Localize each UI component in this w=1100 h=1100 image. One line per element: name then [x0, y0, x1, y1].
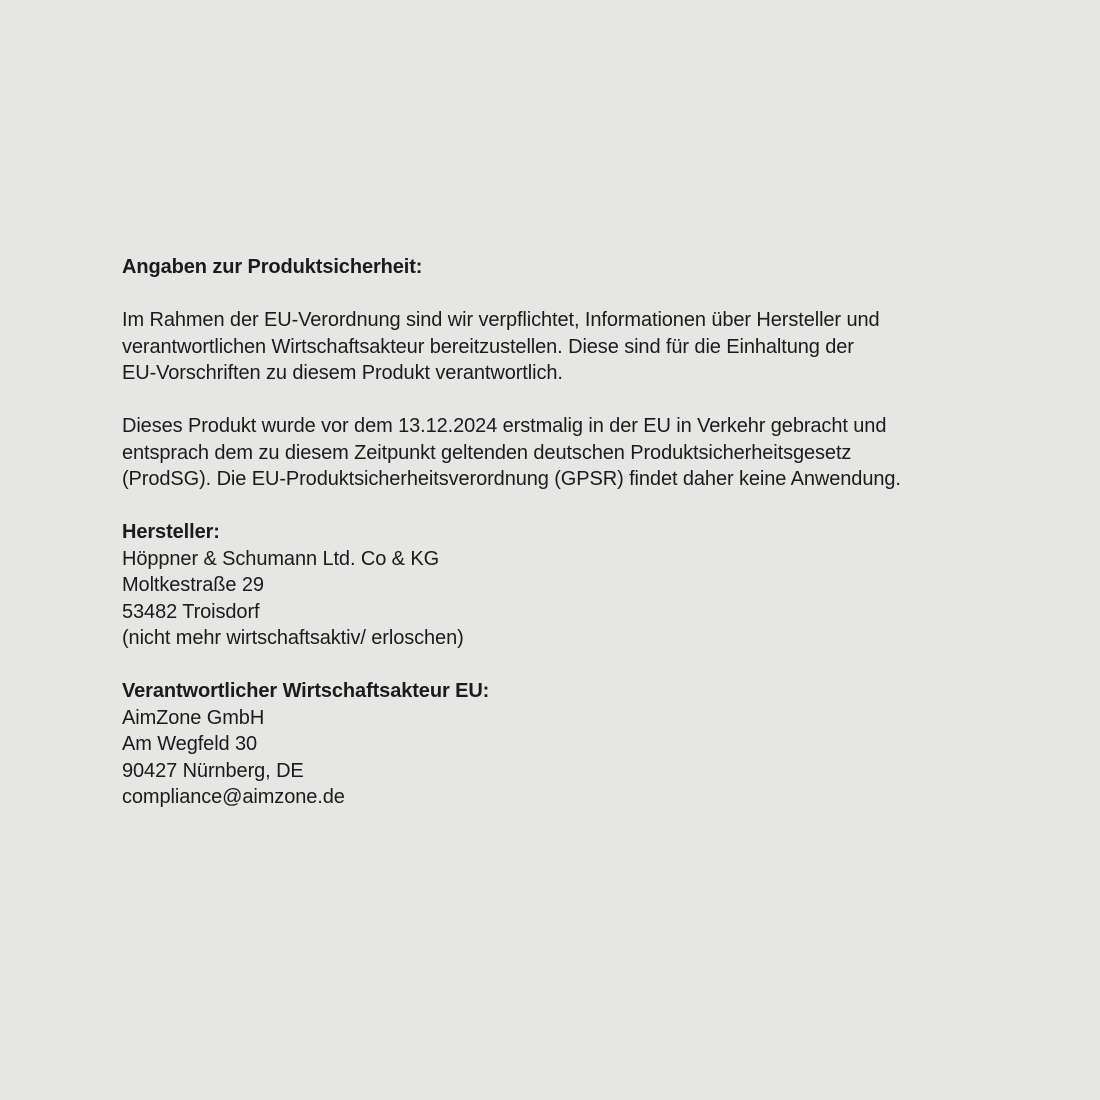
- grandfathering-line: (ProdSG). Die EU-Produktsicherheitsverordnung (GPSR) findet daher keine Anwendung.: [122, 468, 901, 490]
- product-safety-content: [122, 254, 1022, 837]
- responsible-operator-email: compliance@aimzone.de: [122, 786, 345, 808]
- responsible-operator-heading: Verantwortlicher Wirtschaftsakteur EU:: [122, 680, 490, 702]
- page-title: Angaben zur Produktsicherheit:: [122, 256, 423, 278]
- grandfathering-line: Dieses Produkt wurde vor dem 13.12.2024 erstmalig in der EU in Verkehr gebracht und: [122, 415, 887, 437]
- intro-line: EU-Vorschriften zu diesem Produkt verantwortlich.: [122, 362, 563, 384]
- grandfathering-paragraph: [122, 413, 1022, 493]
- manufacturer-street: Moltkestraße 29: [122, 574, 264, 596]
- intro-line: Im Rahmen der EU-Verordnung sind wir verpflichtet, Informationen über Hersteller und: [122, 309, 880, 331]
- responsible-operator-street: Am Wegfeld 30: [122, 733, 258, 755]
- manufacturer-city: 53482 Troisdorf: [122, 600, 260, 623]
- manufacturer-name: Höppner & Schumann Ltd. Co & KG: [122, 547, 440, 570]
- grandfathering-line: entsprach dem zu diesem Zeitpunkt geltenden deutschen Produktsicherheitsgesetz: [122, 441, 852, 464]
- manufacturer-heading: Hersteller:: [122, 521, 220, 543]
- intro-line: verantwortlichen Wirtschaftsakteur bereitzustellen. Diese sind für die Einhaltung der: [122, 335, 854, 358]
- responsible-operator-name: AimZone GmbH: [122, 706, 265, 729]
- manufacturer-block: [122, 519, 1022, 652]
- responsible-operator-block: [122, 678, 1022, 811]
- responsible-operator-city: 90427 Nürnberg, DE: [122, 759, 304, 782]
- manufacturer-status-note: (nicht mehr wirtschaftsaktiv/ erloschen): [122, 627, 464, 649]
- intro-paragraph: [122, 307, 1022, 387]
